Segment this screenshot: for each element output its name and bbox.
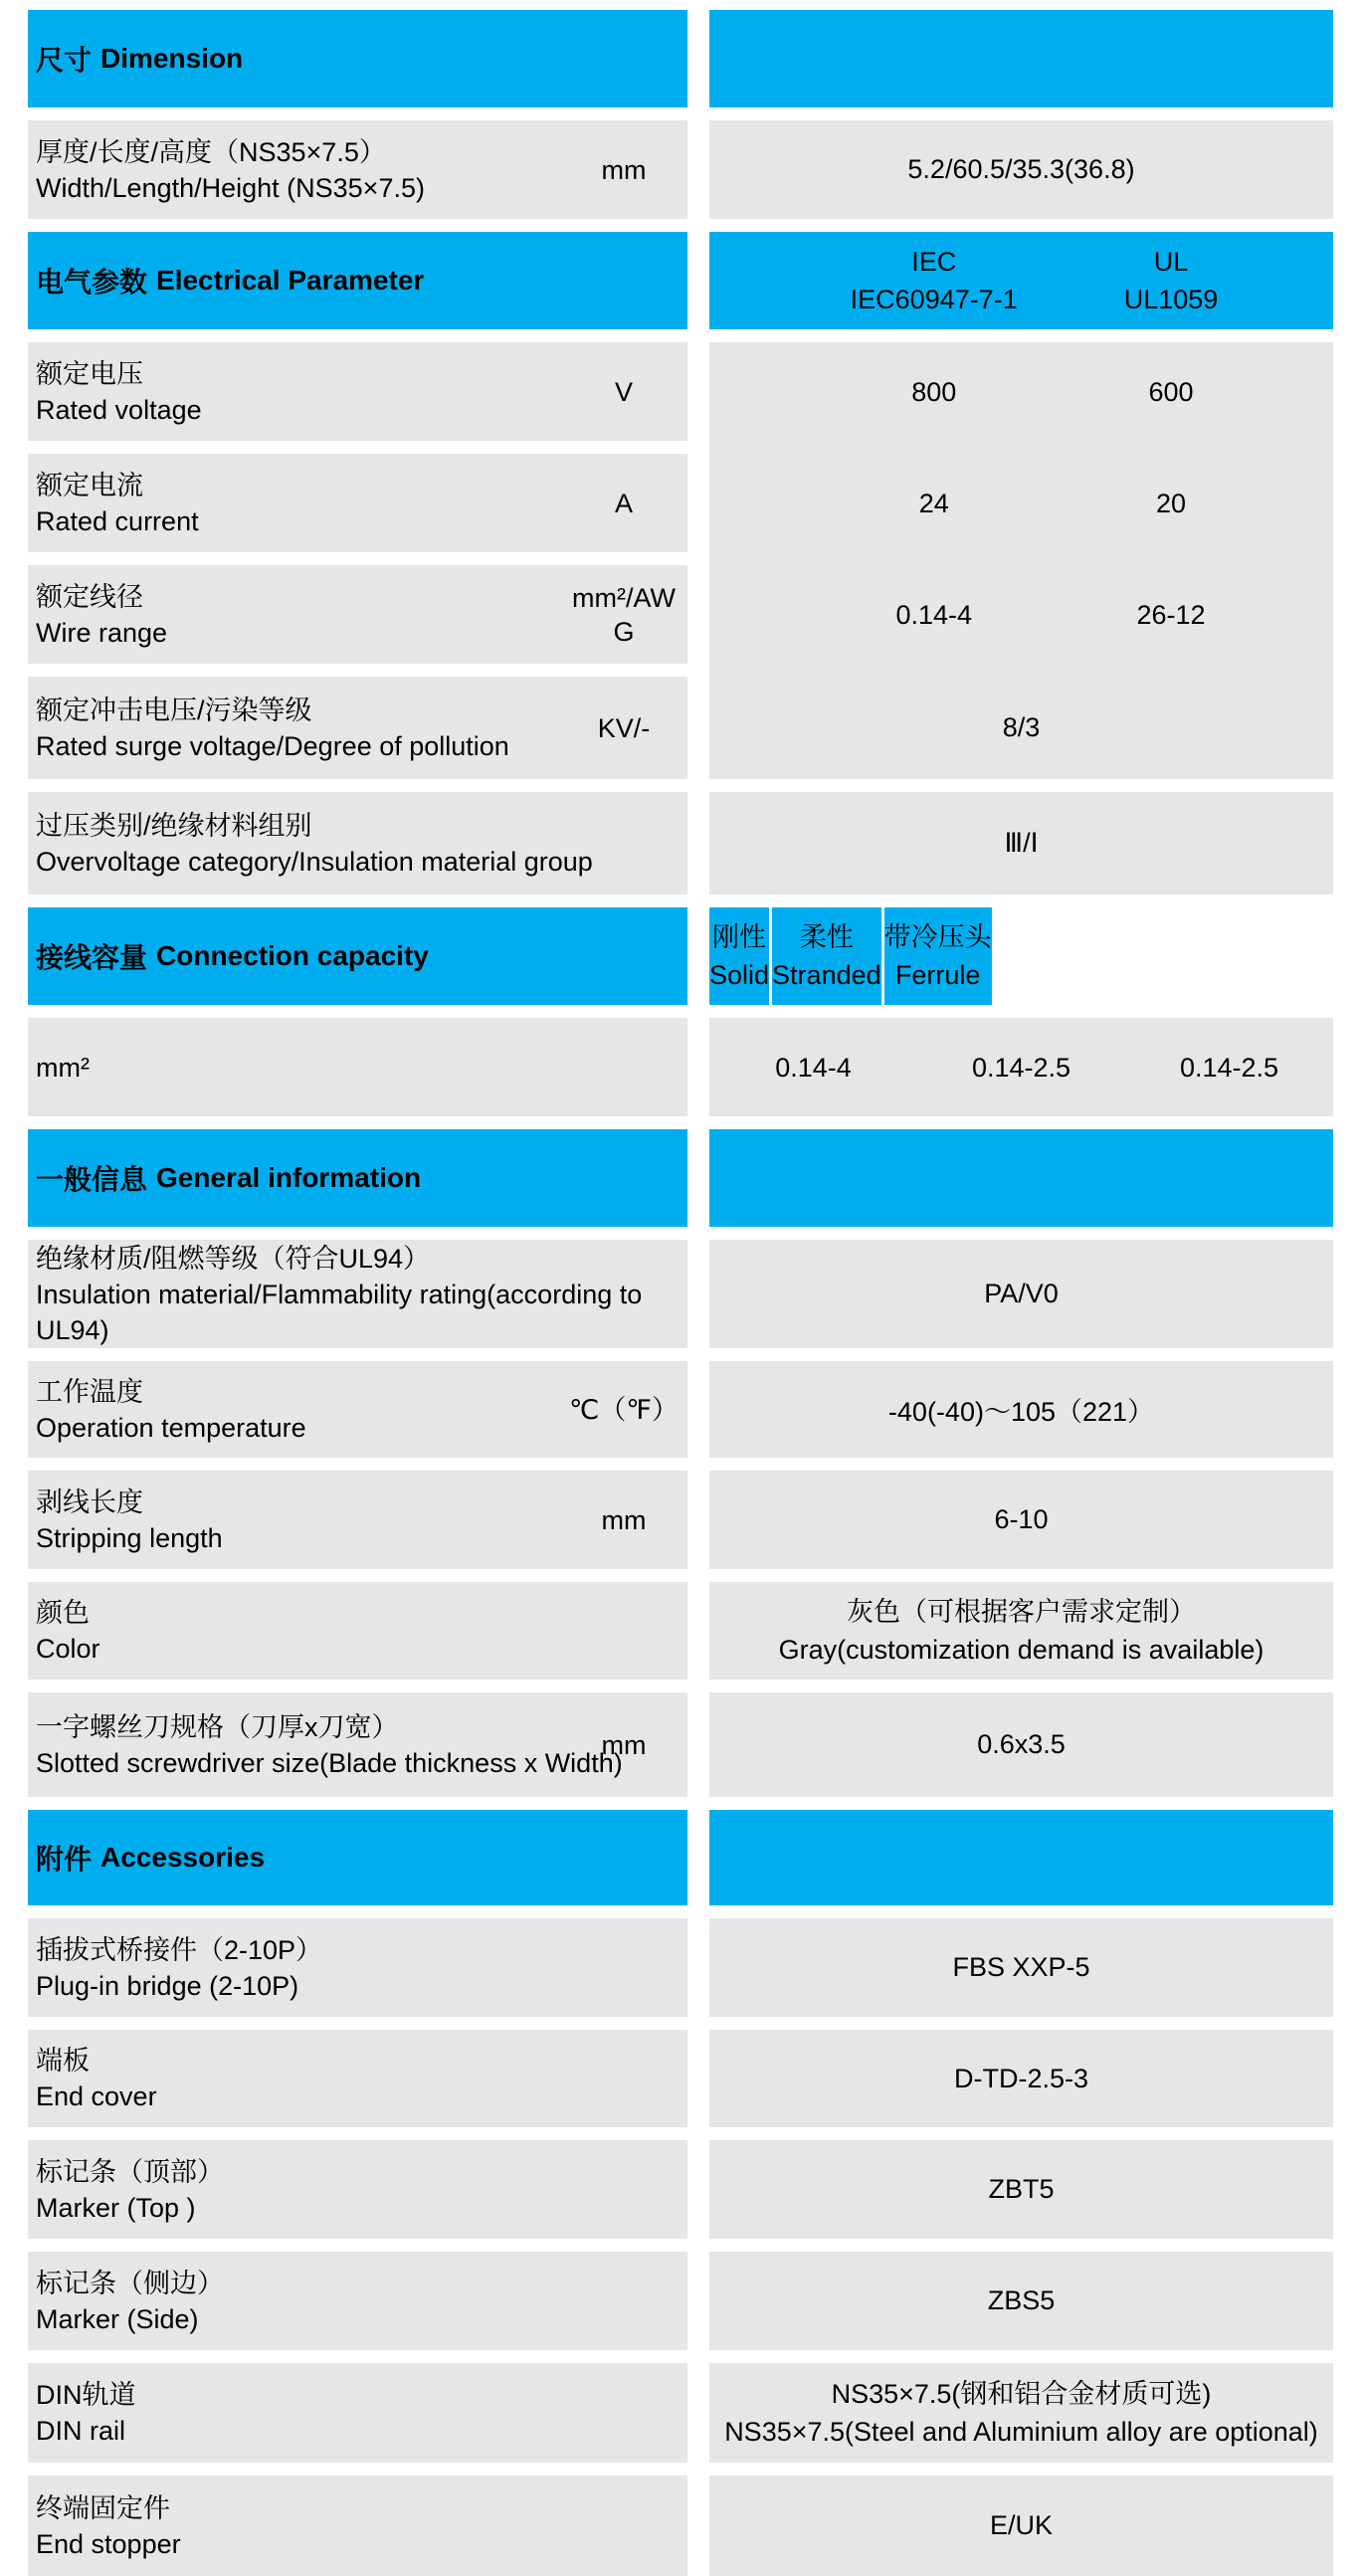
din-rail-label-en: DIN rail [36,2416,126,2446]
marker-top-value: ZBT5 [988,2174,1055,2204]
screwdriver-label-zh: 一字螺丝刀规格（刀厚x刀宽） [36,1711,399,1742]
screwdriver-label-cell [28,1692,687,1797]
plug-in-bridge-label-en: Plug-in bridge (2-10P) [36,1970,299,2001]
dimension-left [28,120,687,219]
rated-current-value-slot [709,454,1333,552]
rated-voltage-label-cell [28,342,687,441]
rated-current-value: 24 [918,488,949,518]
connection-mm2-value: 0.14-2.5 [971,1052,1071,1083]
surge-voltage-value-single [709,677,1333,779]
plug-in-bridge-value: FBS XXP-5 [952,1952,1090,1982]
dimension-header-title-zh: 尺寸 [36,45,93,76]
dimension-header-title-cell [28,10,687,107]
electrical-header-right [709,232,1333,329]
operation-temperature-right [709,1361,1333,1458]
electrical-header-col-line: UL [1153,247,1189,277]
wire-range-label-cell [28,565,687,664]
connection-header-col [709,907,769,1005]
surge-voltage-label-en: Rated surge voltage/Degree of pollution [36,730,509,761]
electrical-header-col [1053,232,1289,329]
end-stopper-label-cell [28,2476,687,2576]
operation-temperature-value: -40(-40)～105（221） [887,1397,1155,1427]
rated-voltage-value-col [816,342,1053,441]
wire-range-value: 26-12 [1136,599,1206,630]
end-cover-left [28,2030,687,2127]
dimension-header-right [709,10,1333,107]
plug-in-bridge-left [28,1918,687,2017]
spec-band-electrical-header [28,232,1363,329]
spec-band-marker-side [28,2252,1363,2350]
stripping-length-right [709,1471,1333,1569]
wire-range-unit: mm²/AWG [572,582,676,647]
operation-temperature-label-cell [28,1361,687,1458]
connection-mm2-value-col [709,1018,917,1116]
connection-mm2-value-col [1125,1018,1333,1116]
marker-side-value: ZBS5 [987,2285,1056,2315]
marker-top-left [28,2140,687,2239]
end-cover-label-zh: 端板 [36,2046,90,2076]
wire-range-label-en: Wire range [36,617,168,648]
color-label-cell [28,1582,687,1680]
overvoltage-right [709,792,1333,894]
wire-range-label-zh: 额定线径 [36,581,143,612]
end-cover-value-cell [709,2030,1333,2127]
dimension-unit: mm [601,154,647,185]
stripping-length-unit: mm [601,1504,647,1535]
marker-top-label-zh: 标记条（顶部） [36,2156,224,2187]
end-stopper-label-en: End stopper [36,2528,181,2559]
surge-voltage-unit: KV/- [597,712,651,743]
screwdriver-value-cell [709,1692,1333,1797]
electrical-header-col-line: IEC [911,247,957,277]
spec-band-overvoltage [28,792,1363,894]
connection-header-col-line: 柔性 [799,922,854,952]
general-header-title-zh: 一般信息 [36,1164,148,1195]
rated-voltage-value-col [1053,342,1289,441]
din-rail-label-cell [28,2363,687,2463]
dimension-label-zh: 厚度/长度/高度（NS35×7.5） [36,136,386,167]
rated-voltage-label-zh: 额定电压 [36,358,143,389]
surge-voltage-value: 8/3 [1002,712,1041,742]
surge-voltage-value-slot [709,677,1333,779]
general-header-right-cell [709,1129,1333,1227]
connection-header-title-cell [28,907,687,1005]
connection-mm2-label-cell [28,1018,687,1116]
stripping-length-label-zh: 剥线长度 [36,1486,143,1517]
end-cover-label-en: End cover [36,2081,157,2111]
connection-header-col-line: 刚性 [712,922,767,952]
insulation-label-cell [28,1240,687,1348]
operation-temperature-label-en: Operation temperature [36,1412,306,1443]
marker-side-right [709,2252,1333,2350]
spec-band-color [28,1582,1363,1680]
screwdriver-left [28,1692,687,1797]
insulation-left [28,1240,687,1348]
insulation-label-en: Insulation material/Flammability rating(according to UL94) [36,1279,643,1345]
marker-top-right [709,2140,1333,2239]
connection-header-col-line: Stranded [772,960,881,990]
connection-header-col [772,907,881,1005]
electrical-header-col-line: IEC60947-7-1 [850,285,1018,314]
wire-range-value-col [1053,565,1289,664]
accessories-header-right [709,1810,1333,1905]
din-rail-value-line: NS35×7.5(Steel and Aluminium alloy are optional) [724,2417,1318,2447]
spec-band-end-cover [28,2030,1363,2127]
din-rail-value-line: NS35×7.5(钢和铝合金材质可选) [831,2379,1212,2409]
marker-top-label-en: Marker (Top ) [36,2192,196,2223]
connection-header-col-line: 带冷压头 [883,922,992,952]
spec-band-screwdriver [28,1692,1363,1797]
end-stopper-left [28,2476,687,2576]
end-cover-right [709,2030,1333,2127]
overvoltage-value: Ⅲ/Ⅰ [1004,828,1039,858]
connection-mm2-label-zh: mm² [36,1052,90,1083]
dimension-value-cell [709,120,1333,219]
electrical-header-col-line: UL1059 [1123,285,1219,314]
screwdriver-unit: mm [601,1729,647,1760]
spec-band-electrical-merged [28,342,1363,779]
din-rail-value-cell [709,2363,1333,2463]
connection-header-left [28,907,687,1005]
connection-header-right-cell [709,907,1333,1005]
color-label-en: Color [36,1634,100,1664]
rated-current-label-en: Rated current [36,505,199,536]
color-value-cell [709,1582,1333,1680]
dimension-label-en: Width/Length/Height (NS35×7.5) [36,172,425,203]
spec-band-marker-top [28,2140,1363,2239]
stripping-length-value: 6-10 [994,1504,1049,1534]
end-cover-value: D-TD-2.5-3 [953,2063,1088,2093]
surge-voltage-label-cell [28,677,687,779]
end-cover-label-cell [28,2030,687,2127]
stripping-length-label-cell [28,1471,687,1569]
stripping-length-left [28,1471,687,1569]
overvoltage-value-cell [709,792,1333,894]
dimension-header-left [28,10,687,107]
spec-band-din-rail [28,2363,1363,2463]
screwdriver-right [709,1692,1333,1797]
screwdriver-value: 0.6x3.5 [977,1729,1066,1759]
din-rail-right [709,2363,1333,2463]
spec-band-general-header [28,1129,1363,1227]
plug-in-bridge-right [709,1918,1333,2017]
connection-mm2-right [709,1018,1333,1116]
electrical-header-title-en: Electrical Parameter [156,265,425,296]
spec-band-end-stopper [28,2476,1363,2576]
dimension-right [709,120,1333,219]
connection-mm2-value: 0.14-4 [775,1052,852,1083]
color-right [709,1582,1333,1680]
marker-side-value-cell [709,2252,1333,2350]
spec-band-dimension [28,120,1363,219]
rated-current-label-cell [28,454,687,552]
rated-current-label-zh: 额定电流 [36,470,143,500]
operation-temperature-value-cell [709,1361,1333,1458]
connection-header-col-inner [772,907,881,1005]
spec-band-stripping-length [28,1471,1363,1569]
connection-mm2-value-col [917,1018,1125,1116]
marker-side-label-zh: 标记条（侧边） [36,2268,224,2298]
rated-voltage-value-slot [709,342,1333,441]
wire-range-value-slot [709,565,1333,664]
marker-side-label-cell [28,2252,687,2350]
end-stopper-right [709,2476,1333,2576]
plug-in-bridge-value-cell [709,1918,1333,2017]
marker-top-value-cell [709,2140,1333,2239]
connection-mm2-value: 0.14-2.5 [1179,1052,1279,1083]
rated-current-value-columns [709,454,1333,552]
accessories-header-right-cell [709,1810,1333,1905]
overvoltage-label-cell [28,792,687,894]
accessories-header-left [28,1810,687,1905]
overvoltage-label-zh: 过压类别/绝缘材料组别 [36,810,312,841]
general-header-left [28,1129,687,1227]
connection-header-col-line: Ferrule [894,960,981,990]
marker-side-label-en: Marker (Side) [36,2303,199,2334]
electrical-header-left [28,232,687,329]
spec-band-dimension-header [28,10,1363,107]
din-rail-label-zh: DIN轨道 [36,2380,136,2410]
spec-band-connection-mm2 [28,1018,1363,1116]
electrical-header-title-cell [28,232,687,329]
dimension-value: 5.2/60.5/35.3(36.8) [907,154,1135,184]
electrical-merged-value-cell [709,342,1333,779]
dimension-header-title-en: Dimension [100,43,244,74]
surge-voltage-label-zh: 额定冲击电压/污染等级 [36,694,312,725]
connection-mm2-left [28,1018,687,1116]
color-value-line: 灰色（可根据客户需求定制） [847,1597,1196,1627]
din-rail-left [28,2363,687,2463]
overvoltage-left [28,792,687,894]
operation-temperature-unit: ℃（℉） [568,1394,680,1425]
rated-voltage-unit: V [614,376,633,407]
spec-band-connection-header [28,907,1363,1005]
spec-band-plug-in-bridge [28,1918,1363,2017]
electrical-header-col [816,232,1053,329]
electrical-header-right-cell [709,232,1333,329]
accessories-header-title-zh: 附件 [36,1844,93,1875]
spec-band-operation-temperature [28,1361,1363,1458]
rated-voltage-value: 800 [911,376,957,407]
plug-in-bridge-label-zh: 插拔式桥接件（2-10P） [36,1934,323,1965]
rated-current-value-col [1053,454,1289,552]
operation-temperature-label-zh: 工作温度 [36,1376,143,1407]
marker-side-left [28,2252,687,2350]
connection-header-col-line: Solid [709,960,770,990]
end-stopper-value: E/UK [989,2510,1054,2540]
marker-top-label-cell [28,2140,687,2239]
wire-range-value: 0.14-4 [895,599,972,630]
connection-header-col-inner [709,907,769,1005]
connection-mm2-value-columns [709,1018,1333,1116]
rated-current-value-col [816,454,1053,552]
spec-band-insulation [28,1240,1363,1348]
accessories-header-title-cell [28,1810,687,1905]
dimension-header-right-cell [709,10,1333,107]
general-header-title-en: General information [156,1162,422,1193]
end-stopper-value-cell [709,2476,1333,2576]
insulation-value-cell [709,1240,1333,1348]
electrical-merged-left [28,342,687,779]
color-left [28,1582,687,1680]
general-header-right [709,1129,1333,1227]
connection-header-col-inner [884,907,992,1005]
connection-header-col [884,907,992,1005]
operation-temperature-left [28,1361,687,1458]
connection-mm2-value-cell [709,1018,1333,1116]
dimension-label-cell [28,120,687,219]
insulation-right [709,1240,1333,1348]
general-header-title-cell [28,1129,687,1227]
wire-range-value-columns [709,565,1333,664]
rated-current-value: 20 [1155,488,1187,518]
stripping-length-label-en: Stripping length [36,1522,223,1553]
connection-header-title-en: Connection capacity [156,940,429,971]
end-stopper-label-zh: 终端固定件 [36,2492,170,2523]
screwdriver-label-en: Slotted screwdriver size(Blade thickness x Width) [36,1747,623,1778]
rated-voltage-value-columns [709,342,1333,441]
connection-header-right [709,907,1333,1005]
rated-voltage-value: 600 [1148,376,1194,407]
rated-voltage-label-en: Rated voltage [36,394,202,425]
rated-current-unit: A [614,488,633,518]
color-label-zh: 颜色 [36,1598,90,1628]
insulation-label-zh: 绝缘材质/阻燃等级（符合UL94） [36,1243,431,1274]
wire-range-value-col [816,565,1053,664]
connection-header-title-zh: 接线容量 [36,942,148,973]
plug-in-bridge-label-cell [28,1918,687,2017]
color-value-line: Gray(customization demand is available) [778,1635,1265,1665]
electrical-header-columns [709,232,1333,329]
electrical-merged-right [709,342,1333,779]
electrical-header-title-zh: 电气参数 [36,267,148,297]
overvoltage-label-en: Overvoltage category/Insulation material group [36,846,593,877]
spec-band-accessories-header [28,1810,1363,1905]
accessories-header-title-en: Accessories [100,1842,266,1873]
stripping-length-value-cell [709,1471,1333,1569]
insulation-value: PA/V0 [984,1279,1059,1308]
